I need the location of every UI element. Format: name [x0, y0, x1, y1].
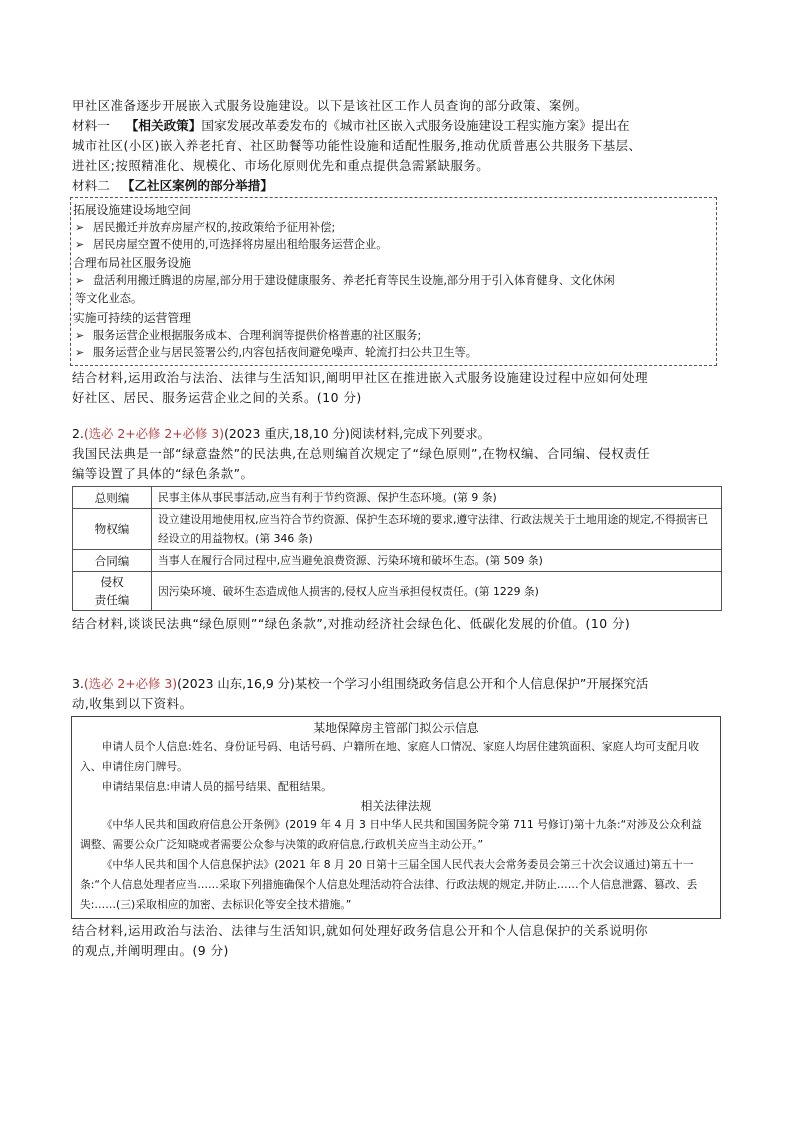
- table-key-part: 侵权: [100, 575, 124, 589]
- case-box: [70, 197, 717, 366]
- material1-line2: 城市社区(小区)嵌入养老托育、社区助餐等功能性设施和适配性服务,推动优质普惠公共服务下基层、: [72, 138, 642, 153]
- case-bullet: [73, 344, 712, 361]
- q2-tag: (选必 2+必修 2+必修 3): [83, 426, 225, 441]
- table-key: 物权编: [73, 509, 152, 550]
- q3-tag: (选必 2+必修 3): [83, 676, 178, 691]
- q3-heading: [72, 674, 722, 694]
- q2-number: 2.: [72, 426, 84, 441]
- material1-label: 材料一: [72, 118, 110, 133]
- q2-intro-line2: 编等设置了具体的“绿色条款”。: [72, 466, 254, 481]
- arrowhead-bullet-icon: ➢: [75, 274, 85, 287]
- arrowhead-bullet-icon: ➢: [75, 221, 85, 234]
- case-bullet: [73, 236, 712, 253]
- case-group-heading: 实施可持续的运营管理: [73, 311, 191, 325]
- case-bullet: [73, 327, 712, 344]
- case-bullet: [73, 219, 712, 236]
- case-bullet-text: 居民房屋空置不使用的,可选择将房屋出租给服务运营企业。: [93, 238, 388, 251]
- case-group-heading: 拓展设施建设场地空间: [73, 203, 191, 217]
- arrowhead-bullet-icon: ➢: [75, 238, 85, 251]
- q3-task-line2: 的观点,并阐明理由。(9 分): [72, 943, 229, 958]
- q3-box-paragraph: 《中华人民共和国个人信息保护法》(2021 年 8 月 20 日第十三届全国人民代表大会常务委员会第三十次会议通过)第五十一条:“个人信息处理者应当……采取下列措施确保个人信息处理活动符合法律、行政法规的规定,并防止……个人信息泄露、篡改、丢失:……(三)采取相应的加密、去标识化等安全技术措施。”: [80, 858, 698, 911]
- table-value: 因污染环境、破坏生态造成他人损害的,侵权人应当承担侵权责任。(第 1229 条): [152, 572, 722, 611]
- q2-task: 结合材料,谈谈民法典“绿色原则”“绿色条款”,对推动经济社会绿色化、低碳化发展的价值。(10 分): [72, 616, 631, 631]
- q3-heading-rest: (2023 山东,16,9 分)某校一个学习小组围绕政务信息公开和个人信息保护”开展探究活: [177, 676, 649, 691]
- material1: [72, 116, 722, 136]
- arrowhead-bullet-icon: ➢: [75, 329, 85, 342]
- q3-box-paragraph: 《中华人民共和国政府信息公开条例》(2019 年 4 月 3 日中华人民共和国国务院令第 711 号修订)第十九条:“对涉及公众利益调整、需要公众广泛知晓或者需要公众参与决策的政府信息,行政机关应当主动公开。”: [80, 818, 702, 851]
- case-bullet-text: 服务运营企业根据服务成本、合理利润等提供价格普惠的社区服务;: [93, 329, 422, 342]
- q2-heading: [72, 424, 722, 444]
- q3-heading-line2: 动,收集到以下资料。: [72, 696, 193, 711]
- material1-bracket: 【相关政策】: [125, 118, 202, 133]
- q3-box-title: 相关法律法规: [360, 799, 432, 813]
- q1-task-line2: 好社区、居民、服务运营企业之间的关系。(10 分): [72, 390, 362, 405]
- table-row: [73, 487, 722, 509]
- q1-task-line1: 结合材料,运用政治与法治、法律与生活知识,阐明甲社区在推进嵌入式服务设施建设过程中应如何处理: [72, 370, 649, 385]
- material2-label: 材料二: [72, 178, 110, 193]
- case-bullet-continuation: 等文化业态。: [75, 292, 143, 305]
- table-key-part: 责任编: [94, 593, 130, 607]
- green-clause-table: [72, 486, 722, 611]
- table-row: [73, 550, 722, 572]
- table-key: 合同编: [73, 550, 152, 572]
- q3-box-paragraph: 申请人员个人信息:姓名、身份证号码、电话号码、户籍所在地、家庭人口情况、家庭人均居住建筑面积、家庭人均可支配月收入、申请住房门牌号。: [80, 740, 700, 773]
- q2-heading-rest: (2023 重庆,18,10 分)阅读材料,完成下列要求。: [224, 426, 490, 441]
- q3-box-paragraph: 申请结果信息:申请人员的摇号结果、配租结果。: [101, 780, 332, 793]
- case-bullet-text: 服务运营企业与居民签署公约,内容包括夜间避免噪声、轮流打扫公共卫生等。: [93, 346, 477, 359]
- case-bullet: [73, 272, 712, 290]
- material1-line3: 进社区;按照精准化、规模化、市场化原则优先和重点提供急需紧缺服务。: [72, 158, 490, 173]
- intro-line: 甲社区准备逐步开展嵌入式服务设施建设。以下是该社区工作人员查询的部分政策、案例。: [72, 98, 588, 113]
- material2: [72, 176, 722, 196]
- q3-material-box: [71, 716, 721, 919]
- q3-task-line1: 结合材料,运用政治与法治、法律与生活知识,就如何处理好政务信息公开和个人信息保护的关系说明你: [72, 923, 649, 938]
- table-key: [73, 572, 152, 611]
- q2-intro-line1: 我国民法典是一部“绿意盎然”的民法典,在总则编首次规定了“绿色原则”,在物权编、合同编、侵权责任: [72, 446, 650, 461]
- case-bullet-text: 盘活利用搬迁腾退的房屋,部分用于建设健康服务、养老托育等民生设施,部分用于引入体育健身、文化休闲: [93, 274, 615, 287]
- material1-text: 国家发展改革委发布的《城市社区嵌入式服务设施建设工程实施方案》提出在: [201, 118, 630, 133]
- table-value: 设立建设用地使用权,应当符合节约资源、保护生态环境的要求,遵守法律、行政法规关于土地用途的规定,不得损害已经设立的用益物权。(第 346 条): [152, 509, 722, 550]
- case-group-heading: 合理布局社区服务设施: [73, 256, 191, 270]
- table-value: 当事人在履行合同过程中,应当避免浪费资源、污染环境和破坏生态。(第 509 条): [152, 550, 722, 572]
- q3-number: 3.: [72, 676, 84, 691]
- case-bullet-text: 居民搬迁并放弃房屋产权的,按政策给予征用补偿;: [93, 221, 336, 234]
- q3-box-title: 某地保障房主管部门拟公示信息: [313, 721, 479, 735]
- table-value: 民事主体从事民事活动,应当有利于节约资源、保护生态环境。(第 9 条): [152, 487, 722, 509]
- material2-bracket: 【乙社区案例的部分举措】: [121, 178, 273, 193]
- exam-page: [72, 96, 722, 961]
- table-row: [73, 509, 722, 550]
- table-key: 总则编: [73, 487, 152, 509]
- table-row: [73, 572, 722, 611]
- arrowhead-bullet-icon: ➢: [75, 346, 85, 359]
